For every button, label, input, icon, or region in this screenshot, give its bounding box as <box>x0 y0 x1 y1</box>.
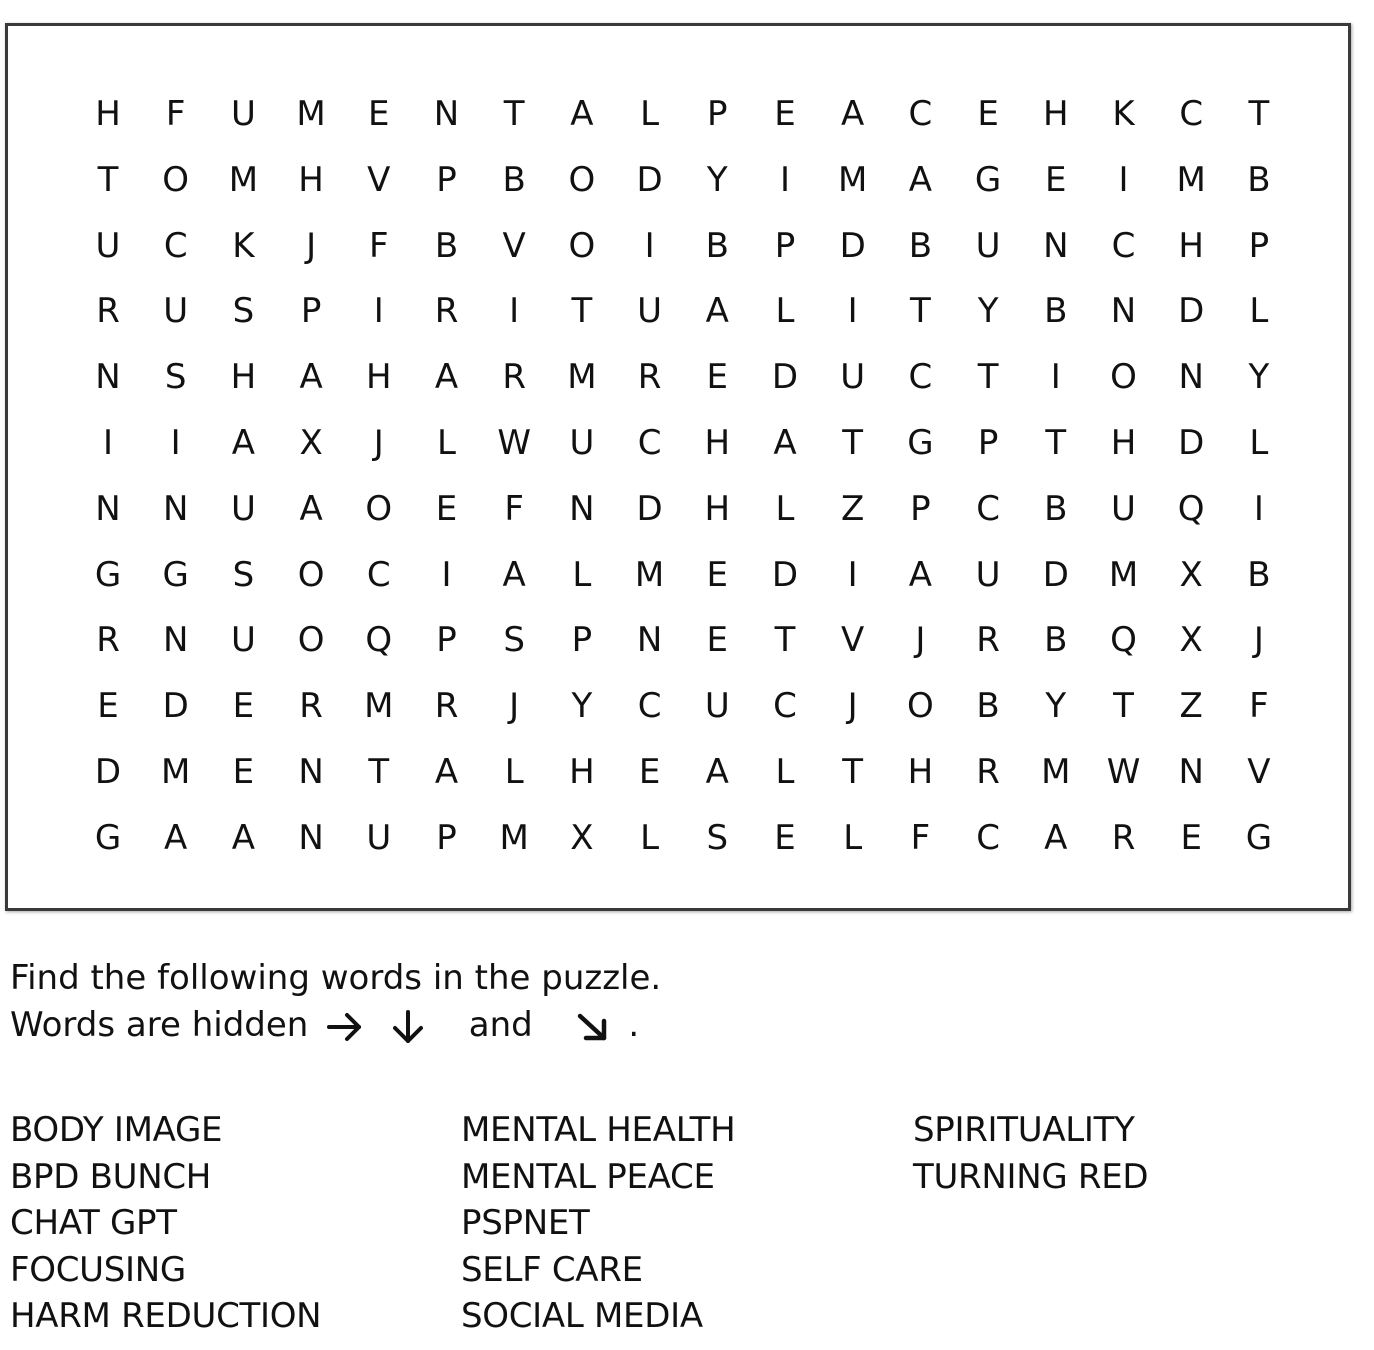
grid-cell[interactable]: P <box>571 620 593 661</box>
grid-cell[interactable]: E <box>638 752 661 792</box>
grid-cell[interactable]: X <box>1179 554 1203 595</box>
grid-cell[interactable]: B <box>705 225 729 266</box>
word-item[interactable]: MENTAL HEALTH <box>461 1110 736 1150</box>
grid-cell[interactable]: G <box>1245 817 1273 858</box>
grid-cell[interactable]: A <box>502 554 526 595</box>
grid-cell[interactable]: G <box>974 159 1002 200</box>
word-list-column-1 <box>10 1107 321 1340</box>
grid-cell[interactable]: T <box>1045 423 1067 463</box>
grid-cell[interactable]: C <box>163 225 188 266</box>
grid-cell[interactable]: G <box>907 423 934 463</box>
grid-cell[interactable]: R <box>96 291 120 332</box>
grid-cell[interactable]: Y <box>1045 686 1067 727</box>
grid-cell[interactable]: K <box>1112 94 1135 134</box>
grid-cell[interactable]: E <box>1180 817 1202 858</box>
grid-cell[interactable]: G <box>94 817 122 858</box>
grid-cell[interactable]: N <box>433 94 460 134</box>
grid-cell[interactable]: N <box>569 488 595 529</box>
grid-cell[interactable]: R <box>299 686 323 727</box>
grid-cell[interactable]: O <box>365 488 393 529</box>
grid-cell[interactable]: T <box>571 291 593 332</box>
grid-cell[interactable]: C <box>1111 225 1136 266</box>
grid-cell[interactable]: I <box>509 291 520 332</box>
grid-cell[interactable]: F <box>504 488 524 529</box>
grid-cell[interactable]: R <box>96 620 120 661</box>
instructions <box>10 955 661 1049</box>
grid-cell[interactable]: U <box>366 817 392 858</box>
grid-cell[interactable]: K <box>232 225 255 266</box>
grid-cell[interactable]: U <box>569 423 595 463</box>
grid-cell[interactable]: C <box>908 357 933 398</box>
grid-cell[interactable]: V <box>502 225 526 266</box>
grid-cell[interactable]: I <box>102 423 114 463</box>
grid-cell[interactable]: L <box>572 554 592 595</box>
grid-cell[interactable]: C <box>908 94 933 134</box>
grid-cell[interactable]: M <box>228 159 259 200</box>
grid-cell[interactable]: E <box>232 686 255 727</box>
grid-cell[interactable]: L <box>843 817 863 858</box>
word-item[interactable]: HARM REDUCTION <box>10 1296 322 1336</box>
grid-cell[interactable]: N <box>162 488 189 529</box>
grid-cell[interactable]: F <box>1249 686 1269 727</box>
grid-cell[interactable]: B <box>1044 620 1068 661</box>
grid-cell[interactable]: I <box>644 225 655 266</box>
grid-cell[interactable]: C <box>976 488 1000 529</box>
grid-cell[interactable]: E <box>977 94 999 134</box>
grid-cell[interactable]: L <box>640 817 660 858</box>
grid-cell[interactable]: P <box>977 423 999 463</box>
grid-cell[interactable]: Y <box>706 159 728 200</box>
grid-cell[interactable]: R <box>976 620 1000 661</box>
grid-cell[interactable]: L <box>504 752 524 792</box>
grid-cell[interactable]: R <box>1111 817 1136 858</box>
grid-cell[interactable]: A <box>434 357 459 398</box>
grid-cell[interactable]: T <box>910 291 931 332</box>
grid-cell[interactable]: B <box>1247 554 1271 595</box>
grid-cell[interactable]: P <box>436 159 457 200</box>
grid-cell[interactable]: H <box>1043 94 1069 134</box>
grid-cell[interactable]: U <box>163 291 189 332</box>
grid-cell[interactable]: T <box>1113 686 1134 727</box>
grid-cell[interactable]: A <box>705 752 729 792</box>
grid-cell[interactable]: L <box>1249 423 1269 463</box>
grid-cell[interactable]: I <box>170 423 181 463</box>
grid-cell[interactable]: D <box>636 159 663 200</box>
grid-cell[interactable]: J <box>306 225 317 266</box>
grid-cell[interactable]: D <box>771 357 799 398</box>
grid-cell[interactable]: U <box>840 357 866 398</box>
grid-cell[interactable]: A <box>773 423 797 463</box>
grid-cell[interactable]: T <box>503 94 525 134</box>
down-arrow-icon <box>388 1009 428 1045</box>
grid-cell[interactable]: I <box>779 159 791 200</box>
grid-cell[interactable]: N <box>1110 291 1137 332</box>
grid-cell[interactable]: V <box>1247 752 1271 792</box>
grid-cell[interactable]: J <box>1253 620 1264 661</box>
grid-cell[interactable]: M <box>161 752 191 792</box>
grid-cell[interactable]: U <box>637 291 663 332</box>
grid-cell[interactable]: A <box>908 159 933 200</box>
grid-cell[interactable]: H <box>907 752 934 792</box>
grid-cell[interactable]: A <box>164 817 188 858</box>
grid-cell[interactable]: A <box>299 488 323 529</box>
grid-cell[interactable]: M <box>838 159 868 200</box>
grid-cell[interactable]: T <box>842 752 864 792</box>
word-item[interactable]: MENTAL PEACE <box>461 1156 715 1197</box>
instructions-line-2-prefix: Words are hidden <box>10 1005 309 1045</box>
word-item[interactable]: PSPNET <box>461 1203 590 1243</box>
grid-cell[interactable]: U <box>975 554 1001 595</box>
grid-cell[interactable]: E <box>774 817 796 858</box>
grid-cell[interactable]: H <box>1178 225 1204 266</box>
grid-cell[interactable]: L <box>437 423 456 463</box>
word-item[interactable]: SPIRITUALITY <box>913 1110 1135 1150</box>
grid-cell[interactable]: S <box>164 357 187 398</box>
grid-cell[interactable]: P <box>910 488 931 529</box>
grid-cell[interactable]: I <box>373 291 384 332</box>
grid-cell[interactable]: B <box>434 225 459 266</box>
grid-cell[interactable]: M <box>567 357 597 398</box>
grid-cell[interactable]: E <box>706 620 729 661</box>
grid-cell[interactable]: C <box>773 686 797 727</box>
grid-cell[interactable]: S <box>503 620 525 661</box>
grid-cell[interactable]: A <box>841 94 865 134</box>
grid-cell[interactable]: J <box>509 686 520 727</box>
grid-cell[interactable]: A <box>705 291 729 332</box>
grid-cell[interactable]: E <box>435 488 458 529</box>
word-item[interactable]: FOCUSING <box>10 1249 186 1290</box>
letter-grid <box>8 26 1348 908</box>
instructions-period: . <box>628 1005 640 1045</box>
instructions-line-2 <box>10 1002 661 1049</box>
grid-cell[interactable]: X <box>1179 620 1203 661</box>
grid-cell[interactable]: I <box>1118 159 1129 200</box>
grid-cell[interactable]: Y <box>571 686 593 727</box>
grid-cell[interactable]: D <box>1178 423 1205 463</box>
grid-cell[interactable]: B <box>908 225 933 266</box>
grid-cell[interactable]: U <box>230 94 256 134</box>
grid-cell[interactable]: C <box>366 554 391 595</box>
grid-cell[interactable]: N <box>95 357 121 398</box>
grid-cell[interactable]: M <box>364 686 394 727</box>
grid-cell[interactable]: G <box>162 554 189 595</box>
grid-cell[interactable]: Y <box>977 291 999 332</box>
grid-cell[interactable]: P <box>436 620 457 661</box>
grid-cell[interactable]: I <box>847 291 858 332</box>
grid-cell[interactable]: H <box>298 159 324 200</box>
grid-cell[interactable]: P <box>774 225 796 266</box>
grid-cell[interactable]: R <box>434 686 459 727</box>
grid-cell[interactable]: I <box>1253 488 1264 529</box>
grid-cell[interactable]: O <box>297 554 325 595</box>
grid-cell[interactable]: H <box>704 488 731 529</box>
grid-cell[interactable]: W <box>1106 752 1141 792</box>
grid-cell[interactable]: Q <box>1110 620 1137 661</box>
grid-cell[interactable]: E <box>706 357 729 398</box>
grid-cell[interactable]: B <box>1247 159 1271 200</box>
grid-cell[interactable]: H <box>1110 423 1137 463</box>
grid-cell[interactable]: N <box>1178 357 1204 398</box>
grid-cell[interactable]: U <box>704 686 730 727</box>
grid-cell[interactable]: F <box>165 94 186 134</box>
grid-cell[interactable]: A <box>908 554 933 595</box>
grid-cell[interactable]: C <box>637 423 662 463</box>
grid-cell[interactable]: Q <box>365 620 393 661</box>
grid-cell[interactable]: X <box>570 817 594 858</box>
grid-cell[interactable]: W <box>497 423 531 463</box>
grid-cell[interactable]: O <box>907 686 934 727</box>
word-list-column-2 <box>461 1107 735 1340</box>
grid-cell[interactable]: I <box>1050 357 1061 398</box>
grid-cell[interactable]: A <box>231 817 256 858</box>
grid-cell[interactable]: P <box>436 817 457 858</box>
grid-cell[interactable]: J <box>373 423 384 463</box>
grid-cell[interactable]: T <box>1248 94 1270 134</box>
puzzle-frame <box>5 23 1351 911</box>
grid-cell[interactable]: M <box>1176 159 1206 200</box>
grid-cell[interactable]: R <box>434 291 459 332</box>
grid-cell[interactable]: L <box>775 488 795 529</box>
grid-cell[interactable]: N <box>1043 225 1069 266</box>
grid-cell[interactable]: A <box>434 752 459 792</box>
grid-cell[interactable]: D <box>162 686 189 727</box>
grid-cell[interactable]: C <box>976 817 1000 858</box>
grid-cell[interactable]: U <box>1111 488 1136 529</box>
grid-cell[interactable]: H <box>569 752 595 792</box>
grid-cell[interactable]: O <box>568 159 596 200</box>
grid-cell[interactable]: T <box>368 752 390 792</box>
grid-cell[interactable]: F <box>369 225 389 266</box>
word-item[interactable]: TURNING RED <box>913 1156 1149 1197</box>
word-item[interactable]: BODY IMAGE <box>10 1110 223 1150</box>
grid-cell[interactable]: B <box>502 159 526 200</box>
grid-cell[interactable]: A <box>570 94 594 134</box>
grid-cell[interactable]: G <box>94 554 122 595</box>
word-list <box>10 1107 1350 1347</box>
grid-cell[interactable]: M <box>296 94 326 134</box>
grid-cell[interactable]: V <box>367 159 391 200</box>
grid-cell[interactable]: D <box>771 554 799 595</box>
word-item[interactable]: BPD BUNCH <box>10 1156 212 1197</box>
grid-cell[interactable]: H <box>230 357 257 398</box>
grid-cell[interactable]: E <box>232 752 255 792</box>
grid-cell[interactable]: E <box>97 686 119 727</box>
grid-cell[interactable]: R <box>976 752 1000 792</box>
grid-cell[interactable]: F <box>910 817 931 858</box>
grid-cell[interactable]: D <box>636 488 663 529</box>
grid-cell[interactable]: N <box>1178 752 1204 792</box>
grid-cell[interactable]: O <box>1110 357 1137 398</box>
grid-cell[interactable]: B <box>1044 291 1068 332</box>
grid-cell[interactable]: O <box>162 159 190 200</box>
grid-cell[interactable]: Y <box>1248 357 1270 398</box>
grid-cell[interactable]: N <box>162 620 189 661</box>
grid-cell[interactable]: A <box>1044 817 1068 858</box>
grid-cell[interactable]: Q <box>1177 488 1205 529</box>
grid-cell[interactable]: Z <box>841 488 865 529</box>
grid-cell[interactable]: T <box>97 159 119 200</box>
grid-cell[interactable]: H <box>704 423 731 463</box>
grid-cell[interactable]: U <box>230 488 256 529</box>
grid-cell[interactable]: P <box>300 291 322 332</box>
grid-cell[interactable]: O <box>568 225 596 266</box>
grid-cell[interactable]: H <box>95 94 121 134</box>
word-list-column-3 <box>913 1107 1148 1200</box>
grid-cell[interactable]: X <box>299 423 323 463</box>
grid-cell[interactable]: S <box>232 554 255 595</box>
grid-cell[interactable]: D <box>1178 291 1205 332</box>
grid-cell[interactable]: S <box>232 291 255 332</box>
instructions-line-1: Find the following words in the puzzle. <box>10 958 662 998</box>
grid-cell[interactable]: B <box>976 686 1000 727</box>
grid-cell[interactable]: I <box>847 554 858 595</box>
grid-cell[interactable]: Z <box>1179 686 1203 727</box>
grid-cell[interactable]: A <box>299 357 323 398</box>
grid-cell[interactable]: M <box>499 817 529 858</box>
grid-cell[interactable]: M <box>1041 752 1071 792</box>
grid-cell[interactable]: P <box>1248 225 1270 266</box>
grid-cell[interactable]: L <box>775 291 795 332</box>
grid-cell[interactable]: J <box>915 620 926 661</box>
grid-cell[interactable]: E <box>774 94 796 134</box>
grid-cell[interactable]: D <box>1042 554 1069 595</box>
grid-cell[interactable]: N <box>298 752 324 792</box>
grid-cell[interactable]: N <box>636 620 663 661</box>
grid-cell[interactable]: U <box>230 620 256 661</box>
grid-cell[interactable]: V <box>841 620 865 661</box>
grid-cell[interactable]: L <box>775 752 795 792</box>
grid-cell[interactable]: J <box>847 686 858 727</box>
grid-cell[interactable]: C <box>637 686 662 727</box>
grid-cell[interactable]: T <box>842 423 864 463</box>
instructions-and: and <box>468 1005 533 1045</box>
grid-cell[interactable]: R <box>502 357 526 398</box>
grid-cell[interactable]: R <box>637 357 662 398</box>
down-right-arrow-icon <box>572 1009 612 1045</box>
grid-cell[interactable]: T <box>977 357 999 398</box>
grid-cell[interactable]: P <box>707 94 728 134</box>
grid-cell[interactable]: O <box>297 620 325 661</box>
grid-cell[interactable]: L <box>1249 291 1269 332</box>
grid-cell[interactable]: U <box>95 225 121 266</box>
word-item[interactable]: SOCIAL MEDIA <box>461 1296 703 1336</box>
grid-cell[interactable]: U <box>975 225 1001 266</box>
grid-cell[interactable]: D <box>839 225 866 266</box>
grid-cell[interactable]: H <box>366 357 392 398</box>
grid-cell[interactable]: L <box>640 94 660 134</box>
grid-cell[interactable]: A <box>231 423 256 463</box>
grid-cell[interactable]: N <box>298 817 324 858</box>
grid-cell[interactable]: B <box>1044 488 1068 529</box>
grid-cell[interactable]: S <box>706 817 729 858</box>
grid-cell[interactable]: M <box>634 554 665 595</box>
grid-cell[interactable]: E <box>706 554 729 595</box>
grid-cell[interactable]: E <box>1045 159 1067 200</box>
grid-cell[interactable]: E <box>368 94 390 134</box>
grid-cell[interactable]: C <box>1179 94 1204 134</box>
grid-cell[interactable]: T <box>774 620 796 661</box>
grid-cell[interactable]: I <box>441 554 452 595</box>
word-item[interactable]: CHAT GPT <box>10 1203 177 1243</box>
grid-cell[interactable]: M <box>1108 554 1139 595</box>
grid-cell[interactable]: N <box>95 488 121 529</box>
word-item[interactable]: SELF CARE <box>461 1249 643 1290</box>
right-arrow-icon <box>325 1009 365 1045</box>
grid-cell[interactable]: D <box>94 752 122 792</box>
